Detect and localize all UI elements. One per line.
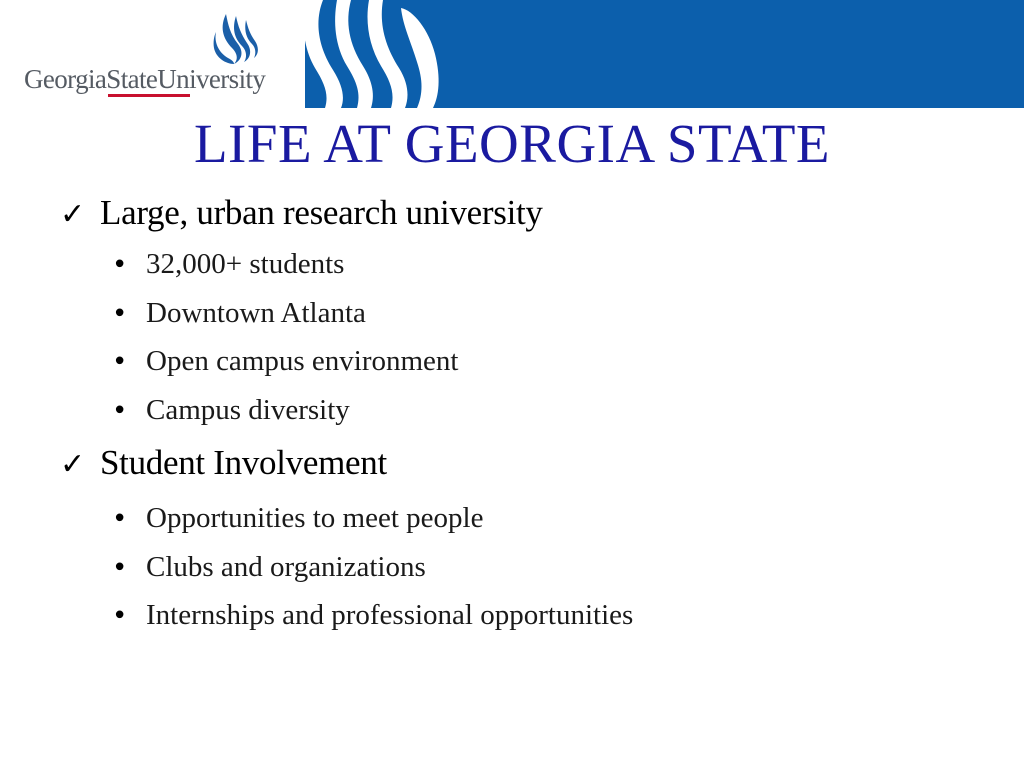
flame-logo-icon (212, 12, 258, 64)
list-item (60, 289, 1000, 338)
list-item (60, 240, 1000, 289)
bullet-icon: • (112, 298, 128, 329)
section-heading (60, 190, 1000, 236)
list-item (60, 494, 1000, 543)
list-item (60, 337, 1000, 386)
section-heading-label: Student Involvement (100, 443, 387, 482)
bullet-list (60, 494, 1000, 640)
header-band (305, 0, 1024, 108)
slide-title: LIFE AT GEORGIA STATE (193, 113, 831, 174)
wordmark-underline (108, 94, 190, 97)
list-item-text: Clubs and organizations (146, 550, 426, 583)
bullet-icon: • (112, 250, 128, 280)
slide-content (60, 190, 1000, 640)
list-item-text: Opportunities to meet people (146, 502, 484, 534)
list-item-text: Campus diversity (146, 393, 350, 426)
bullet-icon: • (112, 395, 128, 426)
list-item-text: Open campus environment (146, 345, 459, 377)
section-research-university (60, 190, 1000, 434)
list-item (60, 386, 1000, 435)
bullet-icon: • (112, 601, 128, 631)
section-heading-label: Large, urban research university (100, 193, 543, 232)
checkmark-icon: ✓ (60, 447, 86, 482)
wordmark-university: University (157, 64, 266, 94)
section-heading (60, 440, 1000, 486)
university-wordmark (24, 64, 265, 95)
bullet-icon: • (112, 347, 128, 377)
bullet-list (60, 240, 1000, 434)
list-item (60, 591, 1000, 640)
list-item-text: Internships and professional opportunities (146, 599, 634, 631)
list-item-text: 32,000+ students (146, 248, 345, 280)
checkmark-icon: ✓ (60, 197, 86, 232)
university-logo (20, 10, 300, 102)
wordmark-state: State (106, 64, 158, 94)
flame-band-icon (305, 0, 1024, 108)
bullet-icon: • (112, 552, 128, 583)
bullet-icon: • (112, 504, 128, 534)
list-item-text: Downtown Atlanta (146, 296, 366, 329)
list-item (60, 543, 1000, 592)
wordmark-georgia: Georgia (24, 64, 107, 94)
section-student-involvement (60, 440, 1000, 640)
